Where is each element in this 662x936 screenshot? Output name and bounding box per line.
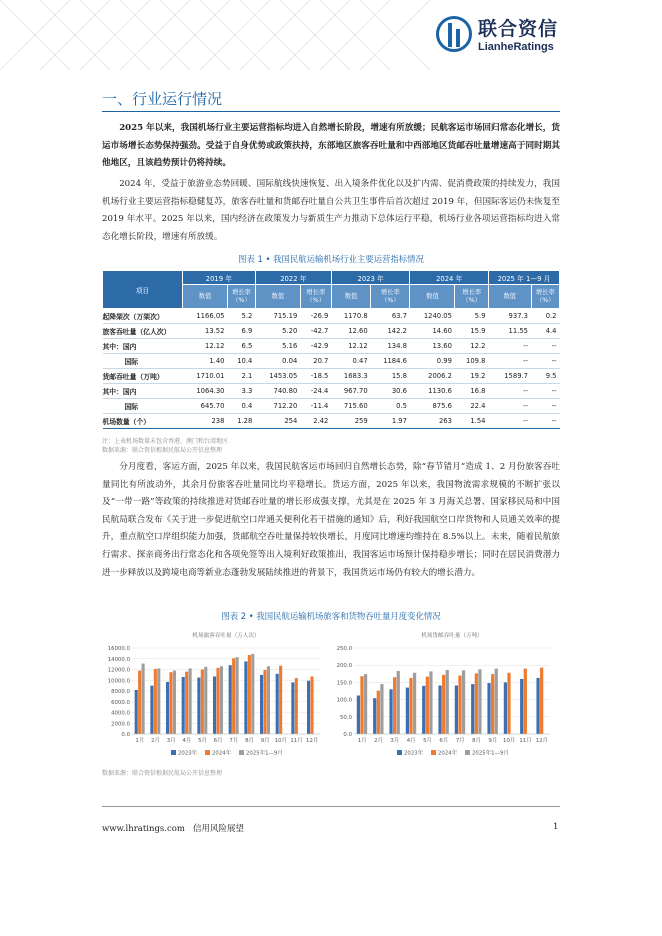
legend-swatch bbox=[431, 750, 436, 755]
bar-2024年 bbox=[310, 676, 313, 734]
col-subheader-value: 数值 bbox=[183, 285, 228, 309]
table-cell: 9.5 bbox=[531, 369, 559, 384]
bar-2024年 bbox=[232, 658, 235, 734]
footer-slogan: 信用风险展望 bbox=[193, 824, 245, 834]
chart-title: 机场旅客吞吐量（万人次） bbox=[192, 633, 260, 639]
table-cell: -26.9 bbox=[300, 309, 331, 324]
x-tick-label: 7月 bbox=[455, 738, 465, 744]
bar-2025年1—9月 bbox=[142, 664, 145, 734]
bar-2023年 bbox=[135, 690, 138, 734]
bar-2023年 bbox=[307, 681, 310, 734]
table-cell: -42.7 bbox=[300, 324, 331, 339]
bar-2024年 bbox=[360, 676, 363, 734]
table-row bbox=[103, 414, 560, 429]
col-subheader-value: 数值 bbox=[331, 285, 370, 309]
table-cell: 12.60 bbox=[331, 324, 370, 339]
x-tick-label: 9月 bbox=[260, 738, 270, 744]
bar-2023年 bbox=[357, 695, 360, 734]
row-label: 国际 bbox=[103, 399, 183, 414]
table-cell: 1166.05 bbox=[183, 309, 228, 324]
y-tick-label: 150.0 bbox=[336, 680, 352, 687]
bar-2025年1—9月 bbox=[173, 671, 176, 734]
bar-2024年 bbox=[248, 655, 251, 734]
table-cell: 1240.05 bbox=[410, 309, 455, 324]
legend-swatch bbox=[397, 750, 402, 755]
chart-title: 机场货邮吞吐量（万吨） bbox=[421, 633, 483, 639]
table-cell: 11.55 bbox=[488, 324, 531, 339]
table-cell: -18.5 bbox=[300, 369, 331, 384]
table-cell: 254 bbox=[255, 414, 300, 429]
y-tick-label: 0.0 bbox=[343, 732, 352, 738]
legend-label: 2023年 bbox=[404, 750, 424, 757]
bar-2023年 bbox=[422, 686, 425, 734]
x-tick-label: 10月 bbox=[503, 738, 516, 744]
table-cell: 63.7 bbox=[371, 309, 410, 324]
legend-swatch bbox=[465, 750, 470, 755]
table-row bbox=[103, 324, 560, 339]
x-tick-label: 5月 bbox=[198, 738, 207, 744]
table-cell: -- bbox=[488, 399, 531, 414]
legend-label: 2024年 bbox=[438, 750, 458, 757]
y-tick-label: 0.0 bbox=[121, 732, 130, 738]
bar-2023年 bbox=[291, 682, 294, 734]
bar-2025年1—9月 bbox=[236, 657, 239, 734]
table-cell: 4.4 bbox=[531, 324, 559, 339]
table-cell: -- bbox=[531, 399, 559, 414]
col-header-year: 2025 年 1—9 月 bbox=[488, 271, 559, 285]
summary-paragraph: 2025 年以来，我国机场行业主要运营指标均进入自然增长阶段，增速有所放缓；民航客运市场回归常态化增长，货运市场增长态势保持强劲。受益于自身优势或政策扶持，东部地区旅客吞吐量和中西部地区货邮吞吐量增速高于同时期其他地区，且该趋势预计仍将持续。 bbox=[102, 123, 560, 169]
table-cell: 0.4 bbox=[227, 399, 255, 414]
legend-label: 2024年 bbox=[212, 750, 232, 757]
paragraph-monthly: 分月度看，客运方面，2025 年以来，我国民航客运市场回归自然增长态势，除“春节错月”造成 1、2 月份旅客吞吐量同比有所波动外，其余月份旅客吞吐量同比均平稳增长。货运方面，2025 年以来，我国物流需求规模的不断扩张以及“一带一路”等政策的持续推进对货邮吞吐量的增长形成强支撑，尤其是在 2025 年 3 月海关总署、国家移民局和中国民航局联合发布《关于进一步促进航空口岸通关便利化若干措施的通知》后，利好我国航空口岸货物和人员通关效率的提升，重点航空口岸组织能力加强，货邮航空吞吐量保持较快增长，月度同比增速均维持在 8.5%以上。未来，随着民航旅行需求、探亲商务出行常态化和各项免签等出入境利好政策推出，我国客运市场预计保持稳步增长；同时在居民消费潜力进一步释放以及跨境电商等新业态蓬勃发展陆续推进的背景下，我国货运市场仍有较大的增长潜力。 bbox=[102, 462, 560, 578]
table-cell: 1.54 bbox=[455, 414, 489, 429]
x-tick-label: 1月 bbox=[135, 738, 145, 744]
footer-website[interactable]: www.lhratings.com bbox=[102, 824, 185, 834]
table-cell: 1710.01 bbox=[183, 369, 228, 384]
bar-2023年 bbox=[150, 686, 153, 734]
bar-2023年 bbox=[197, 678, 200, 734]
col-subheader-value: 数值 bbox=[488, 285, 531, 309]
table-cell: -- bbox=[488, 339, 531, 354]
x-tick-label: 7月 bbox=[229, 738, 239, 744]
section-title: 一、行业运行情况 bbox=[102, 90, 223, 108]
bar-2023年 bbox=[438, 685, 441, 734]
bar-2024年 bbox=[475, 673, 478, 734]
col-subheader-value: 数值 bbox=[255, 285, 300, 309]
bar-2024年 bbox=[491, 674, 494, 734]
table-row bbox=[103, 399, 560, 414]
x-tick-label: 2月 bbox=[151, 738, 160, 744]
figure2-title: 图表 2 • 我国民航运输机场旅客和货物吞吐量月度变化情况 bbox=[221, 611, 441, 621]
y-tick-label: 10000.0 bbox=[107, 678, 130, 685]
table-cell: 2.1 bbox=[227, 369, 255, 384]
table-cell: -11.4 bbox=[300, 399, 331, 414]
bar-2024年 bbox=[524, 669, 527, 734]
table-cell: 1453.05 bbox=[255, 369, 300, 384]
x-tick-label: 5月 bbox=[423, 738, 432, 744]
bar-2025年1—9月 bbox=[478, 669, 481, 734]
bar-2024年 bbox=[393, 677, 396, 734]
col-header-year: 2023 年 bbox=[331, 271, 410, 285]
bar-2025年1—9月 bbox=[397, 671, 400, 734]
table-cell: 13.60 bbox=[410, 339, 455, 354]
table-cell: 0.04 bbox=[255, 354, 300, 369]
paragraph-2024: 2024 年，受益于旅游业态势回暖、国际航线快速恢复、出入境条件优化以及扩内需、促消费政策的持续发力，我国机场行业主要运营指标稳健复苏，旅客吞吐量和货邮吞吐量自公共卫生事件后首次超过 2019 年，但国际客运仍未恢复至 2019 年水平。2025 年以来，国内经济在政策发力与新质生产力推动下总体运行平稳，机场行业各项运营指标均进入常态化增长阶段，增速有所放缓。 bbox=[102, 179, 560, 242]
bar-2025年1—9月 bbox=[495, 669, 498, 734]
logo-cn-text: 联合资信 bbox=[478, 18, 559, 40]
bar-2024年 bbox=[458, 676, 461, 734]
table-cell: 30.6 bbox=[371, 384, 410, 399]
table-row bbox=[103, 339, 560, 354]
table-cell: 712.20 bbox=[255, 399, 300, 414]
legend-label: 2023年 bbox=[178, 750, 198, 757]
y-tick-label: 250.0 bbox=[336, 646, 352, 652]
table-cell: 5.20 bbox=[255, 324, 300, 339]
x-tick-label: 12月 bbox=[535, 738, 548, 744]
bar-2023年 bbox=[406, 688, 409, 734]
logo-en-text: LianheRatings bbox=[478, 41, 554, 53]
table-cell: 1.97 bbox=[371, 414, 410, 429]
table-cell: -- bbox=[531, 414, 559, 429]
x-tick-label: 2月 bbox=[374, 738, 383, 744]
table-cell: 142.2 bbox=[371, 324, 410, 339]
row-label: 国际 bbox=[103, 354, 183, 369]
section-divider bbox=[102, 111, 560, 112]
bar-2025年1—9月 bbox=[157, 668, 160, 734]
bar-2023年 bbox=[229, 665, 232, 734]
bar-2024年 bbox=[138, 671, 141, 734]
x-tick-label: 6月 bbox=[213, 738, 223, 744]
footer-divider bbox=[102, 806, 560, 807]
bar-2023年 bbox=[276, 674, 279, 734]
table-cell: 259 bbox=[331, 414, 370, 429]
x-tick-label: 11月 bbox=[519, 738, 532, 744]
table-note: 注：上表机场数量未包含香港、澳门和台湾地区 bbox=[102, 438, 229, 445]
y-tick-label: 2000.0 bbox=[111, 721, 130, 728]
bar-2024年 bbox=[185, 672, 188, 734]
legend-label: 2025年1—9月 bbox=[246, 750, 283, 757]
table-cell: -- bbox=[488, 384, 531, 399]
bar-2023年 bbox=[244, 661, 247, 734]
table-cell: 3.3 bbox=[227, 384, 255, 399]
table-cell: 12.2 bbox=[455, 339, 489, 354]
table-cell: 13.52 bbox=[183, 324, 228, 339]
bar-2024年 bbox=[377, 691, 380, 734]
table-cell: 2.42 bbox=[300, 414, 331, 429]
row-label: 起降架次（万架次） bbox=[103, 309, 183, 324]
table-cell: 10.4 bbox=[227, 354, 255, 369]
x-tick-label: 4月 bbox=[182, 738, 192, 744]
table-cell: 2006.2 bbox=[410, 369, 455, 384]
y-tick-label: 14000.0 bbox=[107, 656, 130, 663]
bar-2024年 bbox=[295, 678, 298, 734]
bar-2023年 bbox=[504, 682, 507, 734]
bar-2025年1—9月 bbox=[364, 674, 367, 734]
table-row bbox=[103, 354, 560, 369]
bar-2023年 bbox=[389, 689, 392, 734]
table-cell: -24.4 bbox=[300, 384, 331, 399]
bar-2025年1—9月 bbox=[462, 670, 465, 734]
bar-2024年 bbox=[442, 675, 445, 734]
table-cell: 238 bbox=[183, 414, 228, 429]
row-label: 旅客吞吐量（亿人次） bbox=[103, 324, 183, 339]
x-tick-label: 9月 bbox=[488, 738, 498, 744]
cargo-chart bbox=[330, 626, 555, 766]
bar-2023年 bbox=[166, 682, 169, 734]
col-subheader-value: 数值 bbox=[410, 285, 455, 309]
table-cell: -- bbox=[531, 354, 559, 369]
table-cell: 1184.6 bbox=[371, 354, 410, 369]
table-cell: -- bbox=[488, 354, 531, 369]
col-header-item: 项目 bbox=[103, 271, 183, 309]
col-subheader-growth: 增长率 （%） bbox=[455, 285, 489, 309]
table-cell: 937.3 bbox=[488, 309, 531, 324]
bar-2024年 bbox=[409, 678, 412, 734]
col-header-year: 2019 年 bbox=[183, 271, 256, 285]
legend-swatch bbox=[239, 750, 244, 755]
bar-2024年 bbox=[216, 668, 219, 734]
table-cell: 12.12 bbox=[183, 339, 228, 354]
row-label: 其中：国内 bbox=[103, 384, 183, 399]
table-cell: 12.12 bbox=[331, 339, 370, 354]
x-tick-label: 1月 bbox=[357, 738, 367, 744]
bar-2024年 bbox=[154, 669, 157, 734]
table-row bbox=[103, 309, 560, 324]
bar-2025年1—9月 bbox=[429, 671, 432, 734]
table-cell: 1.40 bbox=[183, 354, 228, 369]
legend-swatch bbox=[205, 750, 210, 755]
table-cell: 715.60 bbox=[331, 399, 370, 414]
table-cell: -- bbox=[531, 339, 559, 354]
bar-2024年 bbox=[201, 670, 204, 735]
table-cell: 15.8 bbox=[371, 369, 410, 384]
bar-2023年 bbox=[373, 698, 376, 734]
bar-2024年 bbox=[540, 668, 543, 734]
y-tick-label: 6000.0 bbox=[111, 699, 130, 706]
table-cell: 1589.7 bbox=[488, 369, 531, 384]
col-subheader-growth: 增长率 （%） bbox=[227, 285, 255, 309]
operations-table bbox=[102, 270, 560, 429]
x-tick-label: 10月 bbox=[274, 738, 287, 744]
table-cell: 6.9 bbox=[227, 324, 255, 339]
table-cell: 967.70 bbox=[331, 384, 370, 399]
bar-2023年 bbox=[182, 677, 185, 734]
table-cell: 1130.6 bbox=[410, 384, 455, 399]
y-tick-label: 100.0 bbox=[336, 697, 352, 704]
bar-2025年1—9月 bbox=[267, 666, 270, 734]
table-cell: 1064.30 bbox=[183, 384, 228, 399]
header-decoration bbox=[0, 0, 662, 70]
row-label: 货邮吞吐量（万吨） bbox=[103, 369, 183, 384]
col-subheader-growth: 增长率 （%） bbox=[531, 285, 559, 309]
table-cell: 0.99 bbox=[410, 354, 455, 369]
table-cell: 6.5 bbox=[227, 339, 255, 354]
table-cell: 0.2 bbox=[531, 309, 559, 324]
bar-2024年 bbox=[169, 672, 172, 734]
table-cell: 15.9 bbox=[455, 324, 489, 339]
bar-2023年 bbox=[260, 675, 263, 734]
bar-2025年1—9月 bbox=[251, 654, 254, 734]
table-cell: 109.8 bbox=[455, 354, 489, 369]
table-cell: 1683.3 bbox=[331, 369, 370, 384]
y-tick-label: 8000.0 bbox=[111, 689, 130, 695]
x-tick-label: 6月 bbox=[439, 738, 449, 744]
table-source: 数据来源：联合资信根据民航局公开信息整理 bbox=[102, 447, 223, 454]
lianhe-logo-icon bbox=[436, 16, 472, 52]
table-cell: 740.80 bbox=[255, 384, 300, 399]
x-tick-label: 11月 bbox=[290, 738, 303, 744]
footer-site bbox=[102, 822, 244, 834]
table-cell: -42.9 bbox=[300, 339, 331, 354]
table-cell: 715.19 bbox=[255, 309, 300, 324]
x-tick-label: 8月 bbox=[472, 738, 481, 744]
y-tick-label: 200.0 bbox=[336, 663, 352, 670]
bar-2024年 bbox=[263, 670, 266, 734]
bar-2025年1—9月 bbox=[413, 673, 416, 734]
bar-2023年 bbox=[520, 679, 523, 734]
bar-2024年 bbox=[279, 666, 282, 734]
bar-2024年 bbox=[507, 673, 510, 734]
table-cell: 1170.8 bbox=[331, 309, 370, 324]
col-header-year: 2022 年 bbox=[255, 271, 331, 285]
y-tick-label: 4000.0 bbox=[111, 710, 130, 717]
col-header-year: 2024 年 bbox=[410, 271, 489, 285]
bar-2025年1—9月 bbox=[204, 667, 207, 734]
table-cell: 5.2 bbox=[227, 309, 255, 324]
bar-2025年1—9月 bbox=[380, 684, 383, 734]
row-label: 其中：国内 bbox=[103, 339, 183, 354]
y-tick-label: 12000.0 bbox=[107, 667, 130, 674]
table-cell: 22.4 bbox=[455, 399, 489, 414]
bar-2023年 bbox=[213, 676, 216, 734]
bar-2023年 bbox=[455, 685, 458, 734]
table-cell: 14.60 bbox=[410, 324, 455, 339]
x-tick-label: 3月 bbox=[166, 738, 176, 744]
bar-2024年 bbox=[426, 677, 429, 734]
x-tick-label: 12月 bbox=[306, 738, 319, 744]
table-cell: 0.5 bbox=[371, 399, 410, 414]
bar-2025年1—9月 bbox=[189, 668, 192, 734]
bar-2025年1—9月 bbox=[220, 666, 223, 734]
bar-2023年 bbox=[471, 684, 474, 734]
table-cell: 645.70 bbox=[183, 399, 228, 414]
table-cell: 5.9 bbox=[455, 309, 489, 324]
table-row bbox=[103, 369, 560, 384]
lianhe-logo bbox=[436, 14, 558, 53]
x-tick-label: 3月 bbox=[390, 738, 400, 744]
table-cell: 5.16 bbox=[255, 339, 300, 354]
figure1-title: 图表 1 • 我国民航运输机场行业主要运营指标情况 bbox=[238, 254, 424, 264]
y-tick-label: 16000.0 bbox=[107, 646, 130, 652]
bar-2023年 bbox=[487, 683, 490, 734]
y-tick-label: 50.0 bbox=[339, 714, 352, 721]
x-tick-label: 8月 bbox=[245, 738, 254, 744]
x-tick-label: 4月 bbox=[406, 738, 416, 744]
table-cell: 875.6 bbox=[410, 399, 455, 414]
legend-label: 2025年1—9月 bbox=[472, 750, 509, 757]
row-label: 机场数量（个） bbox=[103, 414, 183, 429]
col-subheader-growth: 增长率 （%） bbox=[371, 285, 410, 309]
table-cell: 20.7 bbox=[300, 354, 331, 369]
table-cell: 263 bbox=[410, 414, 455, 429]
table-row bbox=[103, 384, 560, 399]
table-cell: -- bbox=[488, 414, 531, 429]
page-number: 1 bbox=[553, 822, 559, 832]
legend-swatch bbox=[171, 750, 176, 755]
table-cell: 16.8 bbox=[455, 384, 489, 399]
col-subheader-growth: 增长率 （%） bbox=[300, 285, 331, 309]
table-cell: -- bbox=[531, 384, 559, 399]
table-cell: 19.2 bbox=[455, 369, 489, 384]
table-cell: 134.8 bbox=[371, 339, 410, 354]
passenger-chart bbox=[100, 626, 325, 766]
bar-2025年1—9月 bbox=[446, 670, 449, 734]
bar-2023年 bbox=[536, 678, 539, 734]
table-cell: 0.47 bbox=[331, 354, 370, 369]
figure2-source: 数据来源：联合资信根据民航局公开信息整理 bbox=[102, 770, 223, 777]
table-cell: 1.28 bbox=[227, 414, 255, 429]
